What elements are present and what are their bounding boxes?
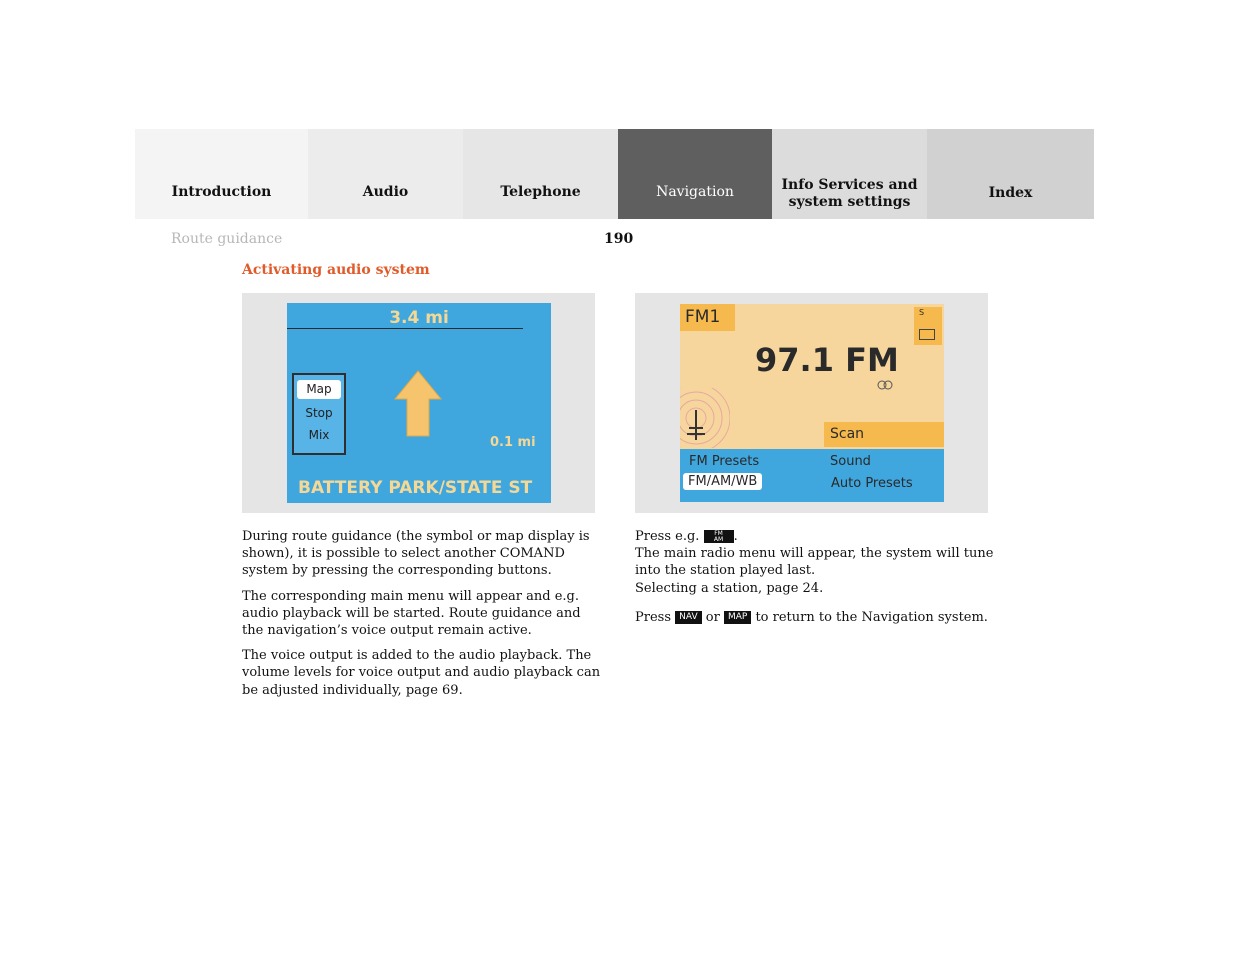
instruction-tail: to return to the Navigation system. (755, 609, 988, 625)
band-label: FM1 (680, 304, 735, 331)
instruction-line: Selecting a station, page 24. (635, 580, 824, 596)
tab-label: Navigation (656, 184, 734, 200)
paragraph: The corresponding main menu will appear and e.g. audio playback will be started. Route guidance and the navigation’s voice output remain active. (242, 588, 581, 639)
tab-navigation[interactable] (618, 129, 772, 219)
navigation-display-figure (242, 293, 595, 513)
paragraph: The voice output is added to the audio playback. The volume levels for voice output and audio playback can be adjusted individually, page 69. (242, 648, 601, 698)
tab-info-services[interactable] (772, 129, 927, 219)
or-text: or (705, 609, 720, 625)
up-arrow-icon (393, 369, 443, 439)
menu-item-mix[interactable]: Mix (308, 428, 330, 442)
map-key: MAP (724, 611, 751, 624)
radio-screen (680, 304, 944, 502)
tab-label: Introduction (171, 184, 272, 200)
chapter-tabs (135, 129, 1094, 219)
key-label: AM (713, 536, 724, 543)
section-title: Route guidance (171, 231, 283, 247)
fm-presets-button[interactable]: FM Presets (689, 454, 760, 469)
nav-key: NAV (675, 611, 701, 624)
instruction-line: The main radio menu will appear, the system will tune into the station played last. (635, 546, 994, 579)
fm-am-wb-button[interactable]: FM/AM/WB (683, 473, 762, 490)
press-text: Press (635, 609, 671, 625)
menu-item-map[interactable]: Map (297, 380, 341, 399)
press-text: Press e.g. (635, 529, 700, 544)
corner-s-label: S (919, 308, 925, 317)
tab-introduction[interactable] (135, 129, 308, 219)
radio-display-figure (635, 293, 988, 513)
key-label: FM (714, 530, 723, 537)
sound-button[interactable]: Sound (830, 454, 871, 469)
tab-label: Index (988, 185, 1033, 201)
navigation-screen (287, 303, 551, 503)
tab-label: Audio (362, 184, 409, 200)
paragraph: During route guidance (the symbol or map display is shown), it is possible to select another COMAND system by pressing the corresponding buttons. (242, 529, 590, 579)
page-heading: Activating audio system (242, 262, 430, 278)
fm-am-key (704, 530, 734, 543)
nav-menu (292, 373, 346, 455)
divider (287, 328, 523, 329)
radio-softkeys (680, 449, 944, 502)
left-text-column (242, 528, 602, 707)
tab-label: Info Services and system settings (781, 177, 918, 210)
auto-presets-button[interactable]: Auto Presets (831, 476, 913, 491)
distance-to-destination: 3.4 mi (389, 308, 449, 328)
street-name: BATTERY PARK/STATE ST (298, 478, 533, 498)
instruction-line (635, 609, 995, 626)
period: . (733, 529, 738, 544)
menu-item-stop[interactable]: Stop (305, 406, 333, 420)
status-corner (914, 307, 942, 345)
tab-telephone[interactable] (463, 129, 618, 219)
signal-icon (680, 388, 730, 448)
instruction-line (635, 528, 995, 545)
tab-audio[interactable] (308, 129, 463, 219)
scan-button[interactable]: Scan (824, 422, 944, 447)
stereo-icon (876, 380, 894, 390)
tab-index[interactable] (927, 129, 1094, 219)
distance-to-turn: 0.1 mi (490, 435, 536, 450)
tab-label: Telephone (500, 184, 581, 200)
cassette-icon (919, 329, 935, 340)
frequency: 97.1 FM (755, 341, 899, 379)
page-number: 190 (604, 231, 634, 247)
right-text-column (635, 528, 995, 626)
